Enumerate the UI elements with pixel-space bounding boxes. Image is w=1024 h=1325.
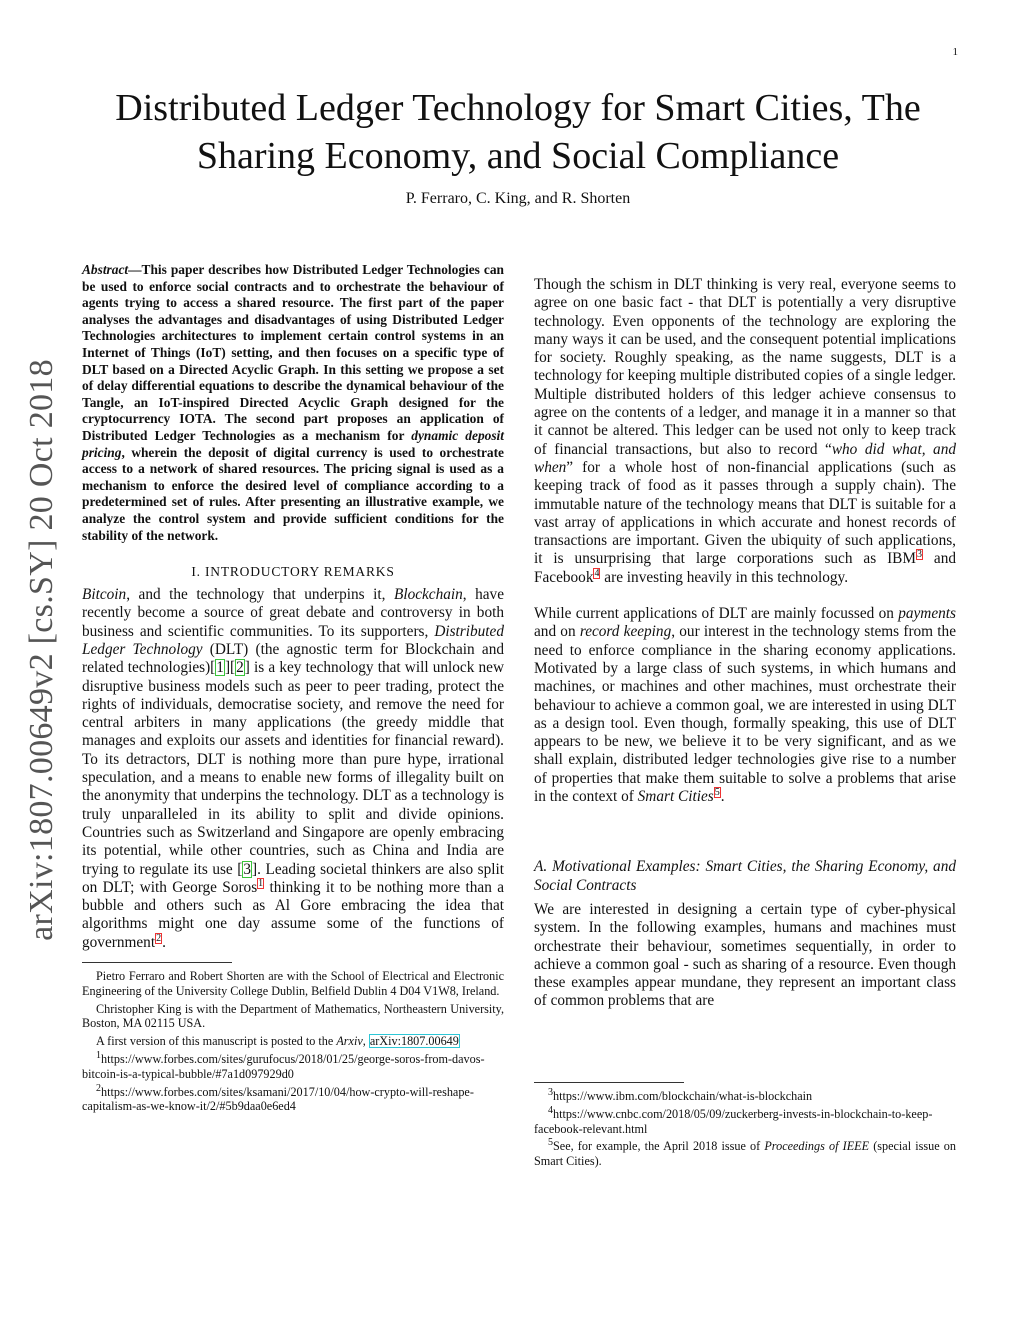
citation-link[interactable]: 3 [243, 860, 252, 878]
footnote-5-num: 5 [548, 1137, 553, 1149]
section-heading: I. INTRODUCTORY REMARKS [191, 564, 395, 580]
footnote-1-num: 1 [96, 1049, 101, 1061]
footnote-link[interactable]: 2 [156, 932, 162, 944]
citation-link[interactable]: 2 [236, 659, 244, 677]
paragraph-gap [534, 587, 956, 605]
footnote-4 [534, 1104, 956, 1137]
rp2-t4: . [720, 788, 725, 806]
footnote-link[interactable]: 5 [714, 786, 720, 798]
title-line-2: Sharing Economy, and Social Compliance [196, 135, 840, 177]
footnote-3-text[interactable]: https://www.ibm.com/blockchain/what-is-blockchain [553, 1089, 813, 1103]
intro-t2: , have recently become a source of great debate and controversy in both business and scientific communities. To its supporters, [82, 586, 504, 640]
intro-dlt: Distributed Ledger Technology [82, 622, 504, 658]
footnote-4-num: 4 [548, 1104, 553, 1116]
authors: P. Ferraro, C. King, and R. Shorten [405, 190, 631, 207]
rp1-t2: ” for a whole host of non-financial applications (such as keeping track of food as it passes through a supply chain). The immutable nature of the technology means that DLT is suitable for a vast array of applications in which accurate and honest records of transactions are important. Given the ubiquity of such applications, it is unsurprising that large corporations such as IBM [534, 458, 956, 568]
intro-bitcoin: Bitcoin [82, 586, 127, 604]
rp2-t1: While current applications of DLT are mainly focussed on [534, 605, 899, 623]
footnote-3 [534, 1086, 956, 1104]
footnote-rule [82, 962, 232, 963]
rp2-record: record keeping [579, 623, 672, 641]
rp1-t3: and Facebook [534, 550, 956, 586]
footnote-5-italic: Proceedings of IEEE [764, 1139, 870, 1154]
intro-t6: thinking it to be nothing more than a bubble and others such as Al Gore embracing the idea that algorithms might one day assume some of the functions of government [82, 878, 504, 951]
arxiv-stamp: arXiv:1807.00649v2 [cs.SY] 20 Oct 2018 [23, 359, 60, 941]
footnote-link[interactable]: 4 [594, 567, 600, 579]
right-paragraph-3: We are interested in designing a certain type of cyber-physical system. In the following examples, humans and machines must orchestrate their behaviour, sometimes sequentially, in order to achieve a common goal - such as sharing of a resource. Even though these examples appear mundane, they represent an important class of common problems that are [534, 900, 956, 1010]
title-line-1: Distributed Ledger Technology for Smart Cities, The [115, 87, 921, 129]
intro-blockchain: Blockchain [393, 586, 463, 604]
intro-t5: . Leading societal thinkers are also split on DLT; with George Soros [82, 860, 504, 896]
footnote-5-a: See, for example, the April 2018 issue of [553, 1139, 765, 1154]
page-number: 1 [952, 46, 958, 58]
rp1-italic: who did what, and when [534, 440, 956, 476]
abstract [82, 262, 504, 544]
rp2-t2: and on [534, 623, 580, 641]
citation-link[interactable]: 1 [216, 659, 224, 677]
footnote-1 [82, 1049, 504, 1082]
abstract-dash: — [128, 262, 142, 277]
intro-t1: , and the technology that underpins it, [126, 586, 394, 604]
footnote-5-b: (special issue on Smart Cities). [534, 1139, 956, 1169]
footnote-rule [534, 1082, 684, 1083]
footnote-link[interactable]: 3 [916, 549, 922, 561]
abstract-text-a: This paper describes how Distributed Ledger Technologies can be used to enforce social contracts and to orchestrate the behaviour of agents trying to access a shared resource. The first part of the paper analyses the advantages and disadvantages of using Distributed Ledger Technologies architectures to implement certain control systems in an Internet of Things (IoT) setting, and then focuses on a specific type of DLT based on a Directed Acyclic Graph. In this setting we propose a set of delay differential equations to describe the dynamical behaviour of the Tangle, an IoT-inspired Directed Acyclic Graph designed for the cryptocurrency IOTA. The second part proposes an application of Distributed Ledger Technologies as a mechanism for [82, 262, 504, 443]
version-text-b: , [362, 1034, 369, 1049]
right-footnotes [534, 1072, 956, 1172]
rp2-t3: , our interest in the technology stems from the need to enforce compliance in the sharing economy applications. Motivated by a large class of such systems, in which humans and machines, or machines and other machines, must orchestrate their behaviour to achieve a common goal, we are interested in using DLT as a design tool. Even though, formally speaking, this use of DLT appears to be new, we believe it to be very significant, and as we shall explain, distributed ledger technologies give rise to a number of properties that make them suitable to solve a problems that arise in the context of [534, 623, 956, 806]
abstract-italic: dynamic deposit pricing [82, 427, 504, 460]
affiliation-1: Pietro Ferraro and Robert Shorten are with the School of Electrical and Electronic Engineering of the University College Dublin, Belfield Dublin 4 D04 V1W8, Ireland. [82, 969, 504, 998]
footnote-link[interactable]: 1 [258, 877, 264, 889]
version-note [82, 1034, 504, 1049]
right-paragraph-1 [534, 276, 956, 587]
abstract-lead: Abstract [82, 262, 129, 277]
paper-title [60, 84, 976, 180]
footnote-2-num: 2 [96, 1082, 101, 1094]
footnote-4-text[interactable]: https://www.cnbc.com/2018/05/09/zuckerberg-invests-in-blockchain-to-keep-facebook-relevant.html [534, 1106, 933, 1136]
footnote-3-num: 3 [548, 1086, 553, 1098]
rp1-t4: are investing heavily in this technology. [600, 568, 849, 586]
arxiv-stamp-container [12, 350, 72, 950]
footnote-5 [534, 1139, 956, 1169]
footnote-1-text[interactable]: https://www.forbes.com/sites/gurufocus/2018/01/25/george-soros-from-davos-bitcoin-is-a-typical-bubble/#7a1d097929d0 [82, 1052, 485, 1081]
version-text-a: A first version of this manuscript is posted to the [96, 1034, 337, 1049]
version-arxiv: Arxiv [336, 1034, 363, 1049]
right-column [534, 276, 956, 1011]
subsection-heading: A. Motivational Examples: Smart Cities, the Sharing Economy, and Social Contracts [534, 858, 956, 894]
arxiv-link[interactable]: arXiv:1807.00649 [369, 1034, 459, 1049]
left-column [82, 262, 504, 1117]
right-paragraph-2 [534, 605, 956, 806]
affiliation-2: Christopher King is with the Department of Mathematics, Northeastern University, Boston, MA 02115 USA. [82, 1001, 504, 1031]
intro-t4: is a key technology that will unlock new disruptive business models such as peer to peer trading, protect the rights of individuals, democratise society, and remove the need for central arbiters in many applications (the greedy middle that manages and exploits our assets and identities for financial reward). To its detractors, DLT is nothing more than pure hype, irrational speculation, and a means to enable new forms of illegality built on the anonymity that underpins the technology. DLT as a technology is truly unparalleled in its ability to split and divide opinions. Countries such as Switzerland and Singapore are openly embracing its potential, while other countries, such as China and India are trying to regulate its use [82, 659, 504, 878]
footnote-2-text[interactable]: https://www.forbes.com/sites/ksamani/2017/10/04/how-crypto-will-reshape-capitalism-as-we-know-it/2/#5b9daa0e6ed4 [82, 1084, 474, 1114]
rp2-smart: Smart Cities [637, 788, 714, 806]
rp1-t1: Though the schism in DLT thinking is very real, everyone seems to agree on one basic fact - that DLT is potentially a very disruptive technology. Even opponents of the technology are exploring the many ways it can be used, and the consequent potential implications for society. Roughly speaking, as the name suggests, DLT is a technology for keeping multiple distributed copies of a single ledger. Multiple distributed holders of this ledger achieve consensus to agree on the contents of a ledger, and manage it in a manner so that it cannot be altered. This ledger can be used not only to keep track of financial transactions, but also to record “ [534, 276, 956, 458]
rp2-payments: payments [898, 605, 956, 623]
intro-paragraph: Bitcoin, and the technology that underpins it, Blockchain, have recently become a source of great debate and controversy in both business and scientific communities. To its supporters, Distributed Ledger Technology (DLT) (the agnostic term for Blockchain and related technologies)[1][2] is a key technology that will unlock new disruptive business models such as peer to peer trading, protect the rights of individuals, democratise society, and remove the need for central arbiters in many applications (the greedy middle that manages and exploits our assets and identities for financial reward). To its detractors, DLT is nothing more than pure hype, irrational speculation, and a means to enable new forms of illegality built on the anonymity that underpins the technology. DLT as a technology is truly unparalleled in its ability to split and divide opinions. Countries such as Switzerland and Singapore are openly embracing its potential, while other countries, such as China and India are trying to regulate its use [3]. Leading societal thinkers are also split on DLT; with George Soros$^1$ thinking it to be nothing more than a bubble and others such as Al Gore embracing the idea that algorithms might one day assume some of the functions of government$^2$. [82, 586, 505, 951]
intro-t7: . [162, 933, 166, 951]
intro-t3: (DLT) (the agnostic term for Blockchain and related technologies) [82, 640, 505, 677]
abstract-text-b: , wherein the deposit of digital currency is used to orchestrate access to a network of shared resources. The pricing signal is used as a mechanism to enforce the desired level of compliance according to a predetermined set of rules. After presenting an illustrative example, we analyze the control system and provide sufficient conditions for the stability of the network. [82, 444, 504, 543]
footnote-2 [82, 1082, 504, 1115]
